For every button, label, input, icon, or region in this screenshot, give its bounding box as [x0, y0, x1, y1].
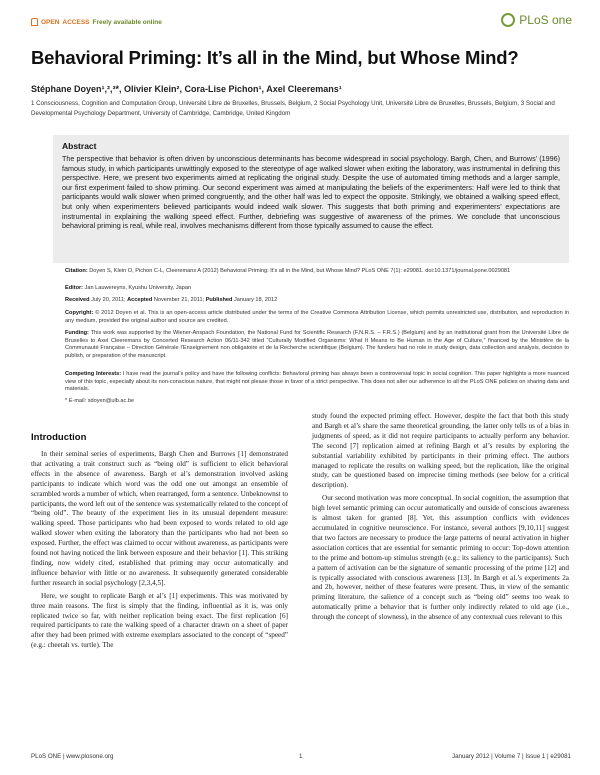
published-date: January 18, 2012	[232, 297, 278, 303]
funding-text: This work was supported by the Wiener-Anspach Foundation, the National Fund for Scientific Research (F.N.R.S. – F.R.S.) (Belgium) and by an institutional grant from the Université Libre de Bruxelles to Axel Cleeremans by Concerted Research Action 06/11-342 titled “Culturally Modified Organisms: What It Means to Be Human in the Age of Culture,” financed by the Ministère de la Communauté Française – Direction Générale l’Enseignement non obligatoire et de la Recherche scientifique (Belgium). The funders had no role in study design, data collection and analysis, decision to publish, or preparation of the manuscript.	[65, 330, 569, 359]
left-column	[31, 450, 288, 654]
footer-journal: PLoS ONE | www.plosone.org	[31, 753, 114, 760]
open-access-lock-icon	[31, 18, 38, 26]
journal-logo	[501, 13, 572, 27]
competing-interests-line	[65, 371, 569, 394]
author-list: Stéphane Doyen¹,²,³*, Olivier Klein², Cora-Lise Pichon¹, Axel Cleeremans¹	[31, 84, 342, 94]
citation-label: Citation:	[65, 268, 88, 274]
footer-page-number: 1	[299, 753, 303, 760]
email-line	[65, 398, 569, 406]
competing-text: I have read the journal’s policy and have the following conflicts: Behavioral priming has always been a controversial topic in social cognition. This paper highlights a more nuanced view of this topic, especially about its non-conscious nature, that might not please those in favor of a strict perspective. This does not alter our adherence to all the PLoS ONE policies on sharing data and materials.	[65, 371, 570, 393]
open-access-header	[31, 18, 162, 26]
accepted-label: Accepted	[127, 297, 153, 303]
abstract-text: The perspective that behavior is often driven by unconscious determinants has become widespread in social psychology. Bargh, Chen, and Burrows’ (1996) famous study, in which participants unwittingly exposed to the stereotype of age walked slower when exiting the laboratory, was instrumental in defining this perspective. Here, we present two experiments aimed at replicating the original study. Despite the use of automated timing methods and a larger sample, our first experiment failed to show priming. Our second experiment was aimed at manipulating the beliefs of the experimenters: Half were led to think that participants would walk slower when primed congruently, and the other half was led to expect the opposite. Strikingly, we obtained a walking speed effect, but only when experimenters believed participants would indeed walk slower. This suggests that both priming and experimenters’ expectations are instrumental in explaining the walking speed effect. Further, debriefing was suggestive of awareness of the primes. We conclude that unconscious behavioral priming is real, while real, involves mechanisms different from those typically assumed to cause the effect.	[62, 154, 560, 231]
right-paragraph-2: Our second motivation was more conceptual. In social cognition, the assumption that high level semantic priming can occur automatically and outside of conscious awareness is almost taken for granted [8]. Yet, this assumption conflicts with evidences accumulated in cognitive neuroscience. For instance, several authors [9,10,11] suggest that two factors are necessary to produce the large patterns of neural activation in higher association cortices that are essential for semantic priming to occur: Top-down attention to the prime and bottom-up stimulus strength (e.g.: its saliency to the participants). Such a pattern of activation can be the signature of semantic processing of the prime [12] and is typically associated with conscious awareness [13]. In Bargh et al.’s experiments 2a and 2b, however, neither of these features were present. Thus, in view of the semantic priming literature, the salience of a concept such as “being old” seems too weak to automatically prime a behavior that is further only indirectly related to old age (i.e., through the concept of slowness), in the absence of any contextual cues relevant to this	[312, 494, 569, 622]
access-label: ACCESS	[62, 18, 90, 26]
freely-available-label: Freely available online	[92, 18, 162, 26]
dates-line	[65, 297, 569, 305]
received-date: July 20, 2011;	[89, 297, 128, 303]
funding-line	[65, 330, 569, 360]
citation-text: Doyen S, Klein O, Pichon C-L, Cleeremans A (2012) Behavioral Priming: It’s all in the Mind, but Whose Mind? PLoS ONE 7(1): e29081. doi:10.1371/journal.pone.0029081	[87, 268, 511, 274]
email-text: * E-mail: sdoyen@ulb.ac.be	[65, 398, 135, 404]
abstract-box	[53, 135, 569, 263]
paper-title: Behavioral Priming: It’s all in the Mind, but Whose Mind?	[31, 47, 519, 68]
footer-issue: January 2012 | Volume 7 | Issue 1 | e29081	[451, 753, 571, 760]
editor-label: Editor:	[65, 285, 84, 291]
left-paragraph-2: Here, we sought to replicate Bargh et al’s [1] experiments. This was motivated by three main reasons. The first is simply that the finding, influential as it is, was only replicated twice so far, with neither replication being exact. The first replication [6] required participants to rate the walking speed of a character drawn on a sheet of paper after they had been primed with extreme exemplars associated to the concept of “speed” (e.g.: cheetah vs. turtle). The	[31, 591, 288, 650]
affiliations: 1 Consciousness, Cognition and Computation Group, Université Libre de Bruxelles, Brussels, Belgium, 2 Social Psychology Unit, Université Libre de Bruxelles, Brussels, Belgium, 3 Social and Developmental Psychology Department, University of Cambridge, Cambridge, United Kingdom	[31, 100, 555, 117]
accepted-date: November 21, 2011;	[152, 297, 206, 303]
copyright-label: Copyright:	[65, 310, 94, 316]
right-paragraph-1: study found the expected priming effect. However, despite the fact that both this study and Bargh et al’s share the same theoretical grounding, the latter only tells us of a bias in judgments of speed, as it did not require participants to actually perform any behavior. The second [7] replication aimed at refining Bargh et al’s results by exploring the substantial variability exhibited by participants in their priming effect. The authors managed to replicate the results on walking speed, but the replication, like the original study, can be questioned based on imprecise timing methods (see below for a critical description).	[312, 412, 569, 490]
published-label: Published	[205, 297, 233, 303]
copyright-text: © 2012 Doyen et al. This is an open-access article distributed under the terms of the Creative Commons Attribution License, which permits unrestricted use, distribution, and reproduction in any medium, provided the original author and source are credited.	[65, 310, 569, 324]
plos-logo-icon	[501, 13, 515, 27]
copyright-line	[65, 310, 569, 325]
editor-line	[65, 285, 569, 293]
right-column	[312, 412, 569, 626]
left-paragraph-1: In their seminal series of experiments, Bargh Chen and Burrows [1] demonstrated that activating a trait construct such as “being old” is sufficient to elicit behavioral effects in the absence of awareness. Bargh et al’s demonstration involved asking participants to indicate which word was the odd one out amongst an ensemble of scrambled words a number of which, when rearranged, form a sentence. Unbeknownst to participants, the word left out of the sentence was systematically related to the concept of “being old”. The beauty of the experiment lies in its unusual dependent measure: walking speed. Those participants who had been exposed to words related to old age walked slower when exiting the laboratory than the participants who had not been so exposed. Further, the effect was claimed to occur without awareness, as participants were found not having noticed the link between exposure and their behavior [1]. This striking finding, now widely cited, established that priming may occur automatically and influence behavior with little or no awareness. It subsequently generated considerable further research in social psychology [2,3,4,5].	[31, 450, 288, 587]
funding-label: Funding:	[65, 330, 89, 336]
received-label: Received	[65, 297, 90, 303]
abstract-heading: Abstract	[62, 141, 97, 151]
citation-line	[65, 268, 569, 276]
logo-text: PLoS one	[519, 13, 572, 27]
open-access-label: OPEN	[41, 18, 60, 26]
editor-text: Jan Lauwereyns, Kyushu University, Japan	[83, 285, 192, 291]
intro-heading: Introduction	[31, 432, 87, 443]
competing-label: Competing Interests:	[65, 371, 122, 377]
